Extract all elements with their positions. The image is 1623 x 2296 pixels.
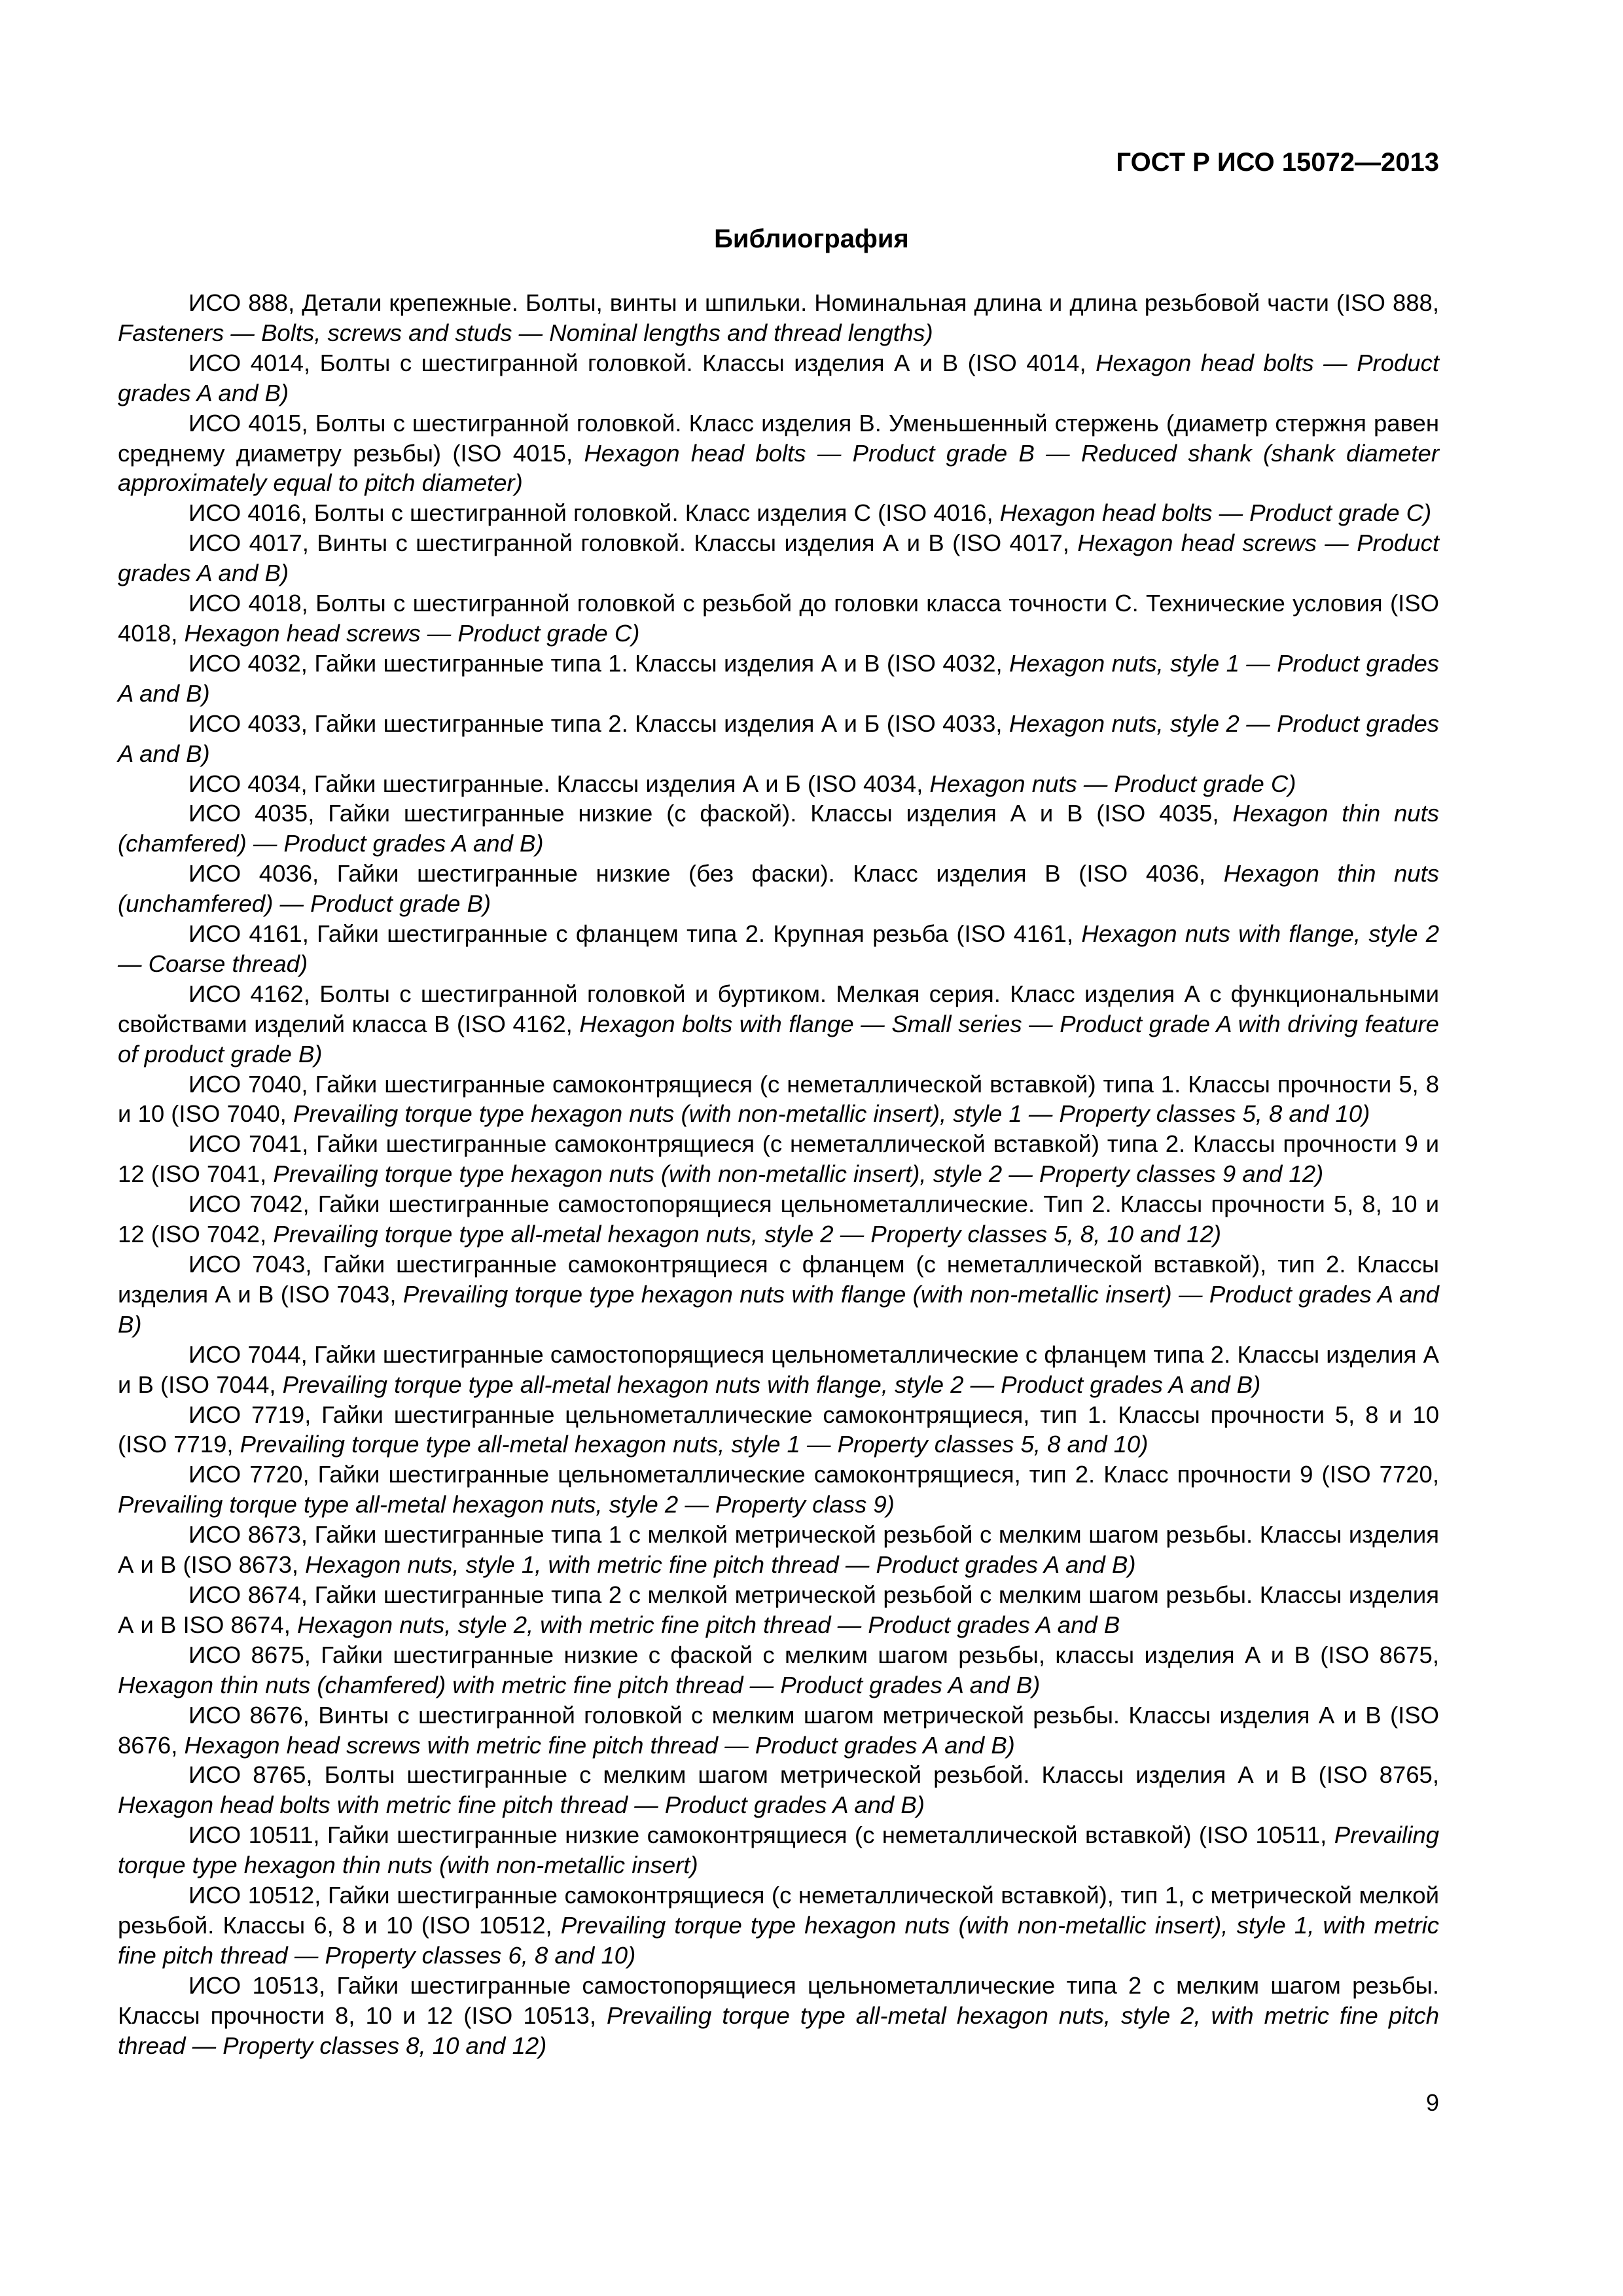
reference-english-title: Hexagon nuts — Product grade C) [929,770,1296,797]
reference-russian-text: ИСО 7043, Гайки шестигранные самоконтрящиеся с фланцем (с неметаллической вставкой), тип 2. Классы изделия А и В (ISO 7043, [118,1251,1439,1308]
reference-entry [118,798,1439,859]
reference-russian-text: ИСО 8765, Болты шестигранные с мелким шагом метрической резьбой. Классы изделия А и В (ISO 8765, [188,1761,1439,1789]
reference-english-title: Hexagon head screws with metric fine pitch thread — Product grades A and B) [184,1731,1015,1759]
reference-english-title: Hexagon head screws — Product grades A and B) [118,529,1439,587]
reference-russian-text: ИСО 10511, Гайки шестигранные низкие самоконтрящиеся (с неметаллической вставкой) (ISO 10511, [188,1821,1334,1849]
reference-entry [118,1640,1439,1700]
reference-russian-text: ИСО 10512, Гайки шестигранные самоконтрящиеся (с неметаллической вставкой), тип 1, с метрической мелкой резьбой. Классы 6, 8 и 10 (ISO 10512, [118,1882,1439,1939]
reference-entry [118,528,1439,588]
reference-russian-text: ИСО 4161, Гайки шестигранные с фланцем типа 2. Крупная резьба (ISO 4161, [188,920,1082,948]
reference-russian-text: ИСО 4032, Гайки шестигранные типа 1. Классы изделия А и В (ISO 4032, [188,649,1010,677]
reference-entry [118,1820,1439,1880]
reference-english-title: Hexagon nuts, style 1 — Product grades A and B) [118,649,1439,707]
reference-english-title: Hexagon head bolts with metric fine pitch thread — Product grades A and B) [118,1791,925,1819]
reference-russian-text: ИСО 7719, Гайки шестигранные цельнометаллические самоконтрящиеся, тип 1. Классы прочности 5, 8 и 10 (ISO 7719, [118,1401,1439,1458]
reference-entry [118,408,1439,499]
reference-english-title: Prevailing torque type hexagon thin nuts (with non-metallic insert) [118,1821,1439,1879]
reference-entry [118,348,1439,408]
reference-entry [118,1880,1439,1971]
reference-entry [118,1760,1439,1820]
reference-english-title: Hexagon thin nuts (chamfered) with metric fine pitch thread — Product grades A and B) [118,1671,1041,1698]
reference-english-title: Hexagon head bolts — Product grade C) [999,499,1432,527]
reference-english-title: Hexagon nuts, style 2 — Product grades A and B) [118,709,1439,767]
reference-entry [118,1700,1439,1761]
reference-english-title: Hexagon thin nuts (unchamfered) — Product grade B) [118,860,1439,918]
reference-entry [118,1189,1439,1249]
reference-english-title: Prevailing torque type hexagon nuts with flange (with non-metallic insert) — Product grades A and B) [118,1280,1439,1338]
reference-russian-text: ИСО 4014, Болты с шестигранной головкой. Классы изделия А и В (ISO 4014, [188,349,1096,376]
reference-english-title: Prevailing torque type all-metal hexagon nuts, style 1 — Property classes 5, 8 and 10) [240,1431,1149,1458]
reference-entry [118,1580,1439,1640]
page-number: 9 [1425,2089,1439,2116]
reference-english-title: Hexagon nuts, style 2, with metric fine pitch thread — Product grades A and B [297,1611,1120,1638]
reference-entry [118,1400,1439,1460]
reference-entry [118,498,1439,528]
reference-english-title: Hexagon nuts, style 1, with metric fine pitch thread — Product grades A and B) [305,1551,1136,1579]
document-code: ГОСТ Р ИСО 15072—2013 [1116,148,1439,177]
reference-russian-text: ИСО 8676, Винты с шестигранной головкой с мелким шагом метрической резьбы. Классы изделия А и В (ISO 8676, [118,1701,1439,1759]
reference-english-title: Prevailing torque type all-metal hexagon nuts, style 2 — Property class 9) [118,1491,895,1518]
reference-russian-text: ИСО 888, Детали крепежные. Болты, винты и шпильки. Номинальная длина и длина резьбовой части (ISO 888, [188,289,1439,316]
reference-english-title: Prevailing torque type hexagon nuts (with non-metallic insert), style 2 — Property classes 9 and 12) [273,1160,1324,1188]
reference-russian-text: ИСО 4036, Гайки шестигранные низкие (без фаски). Класс изделия В (ISO 4036, [188,860,1224,888]
reference-entry [118,1249,1439,1340]
reference-russian-text: ИСО 4033, Гайки шестигранные типа 2. Классы изделия А и Б (ISO 4033, [188,709,1009,737]
reference-russian-text: ИСО 7044, Гайки шестигранные самостопорящиеся цельнометаллические с фланцем типа 2. Классы изделия А и В (ISO 7044, [118,1340,1439,1398]
reference-entry [118,1129,1439,1189]
reference-russian-text: ИСО 4015, Болты с шестигранной головкой. Класс изделия В. Уменьшенный стержень (диаметр стержня равен среднему диаметру резьбы) (ISO 4015, [118,409,1439,467]
reference-russian-text: ИСО 7042, Гайки шестигранные самостопорящиеся цельнометаллические. Тип 2. Классы прочности 5, 8, 10 и 12 (ISO 7042, [118,1191,1439,1248]
reference-entry [118,1460,1439,1520]
reference-russian-text: ИСО 4035, Гайки шестигранные низкие (с фаской). Классы изделия А и В (ISO 4035, [188,800,1233,827]
reference-entry [118,1069,1439,1130]
reference-entry [118,1971,1439,2061]
bibliography-title: Библиография [714,224,909,253]
reference-russian-text: ИСО 4016, Болты с шестигранной головкой. Класс изделия С (ISO 4016, [188,499,1000,527]
reference-english-title: Prevailing torque type hexagon nuts (with non-metallic insert), style 1, with metric fine pitch thread — Property classes 6, 8 and 10) [118,1911,1440,1969]
reference-russian-text: ИСО 10513, Гайки шестигранные самостопорящиеся цельнометаллические типа 2 с мелким шагом резьбы. Классы прочности 8, 10 и 12 (ISO 10513, [118,1971,1439,2029]
reference-english-title: Fasteners — Bolts, screws and studs — Nominal lengths and thread lengths) [118,319,933,346]
reference-entry [118,288,1439,348]
reference-english-title: Hexagon head bolts — Product grade B — Reduced shank (shank diameter approximately equal to pitch diameter) [118,439,1439,497]
reference-russian-text: ИСО 4017, Винты с шестигранной головкой. Классы изделия А и В (ISO 4017, [188,529,1078,557]
reference-russian-text: ИСО 8673, Гайки шестигранные типа 1 с мелкой метрической резьбой с мелким шагом резьбы. Классы изделия А и В (ISO 8673, [118,1521,1439,1579]
reference-russian-text: ИСО 8674, Гайки шестигранные типа 2 с мелкой метрической резьбой с мелким шагом резьбы. Классы изделия А и В ISO 8674, [118,1581,1439,1638]
reference-english-title: Prevailing torque type all-metal hexagon nuts with flange, style 2 — Product grades A and B) [282,1371,1261,1398]
reference-entry [118,859,1439,919]
reference-entry [118,1340,1439,1400]
reference-english-title: Prevailing torque type hexagon nuts (with non-metallic insert), style 1 — Property classes 5, 8 and 10) [293,1100,1370,1128]
reference-russian-text: ИСО 4162, Болты с шестигранной головкой и буртиком. Мелкая серия. Класс изделия А с функциональными свойствами изделий класса В (ISO 4162, [118,980,1439,1037]
reference-english-title: Hexagon bolts with flange — Small series — Product grade A with driving feature of product grade B) [118,1010,1439,1067]
reference-english-title: Hexagon thin nuts (chamfered) — Product grades A and B) [118,800,1439,857]
reference-list [118,288,1439,2060]
reference-entry [118,1520,1439,1580]
reference-russian-text: ИСО 8675, Гайки шестигранные низкие с фаской с мелким шагом резьбы, классы изделия А и В (ISO 8675, [188,1641,1439,1668]
reference-russian-text: ИСО 7040, Гайки шестигранные самоконтрящиеся (с неметаллической вставкой) типа 1. Классы прочности 5, 8 и 10 (ISO 7040, [118,1070,1439,1128]
reference-russian-text: ИСО 4018, Болты с шестигранной головкой с резьбой до головки класса точности С. Технические условия (ISO 4018, [118,590,1439,647]
reference-entry [118,649,1439,709]
reference-english-title: Hexagon head bolts — Product grades A and B) [118,349,1439,406]
reference-entry [118,919,1439,979]
reference-english-title: Prevailing torque type all-metal hexagon nuts, style 2, with metric fine pitch thread — Property classes 8, 10 and 12) [118,2001,1439,2059]
reference-russian-text: ИСО 4034, Гайки шестигранные. Классы изделия А и Б (ISO 4034, [188,770,930,797]
reference-entry [118,709,1439,769]
reference-entry [118,979,1439,1069]
reference-russian-text: ИСО 7041, Гайки шестигранные самоконтрящиеся (с неметаллической вставкой) типа 2. Классы прочности 9 и 12 (ISO 7041, [118,1130,1439,1188]
reference-entry [118,588,1439,649]
reference-english-title: Prevailing torque type all-metal hexagon nuts, style 2 — Property classes 5, 8, 10 and 12) [273,1221,1222,1248]
reference-russian-text: ИСО 7720, Гайки шестигранные цельнометаллические самоконтрящиеся, тип 2. Класс прочности 9 (ISO 7720, [188,1461,1439,1488]
reference-entry [118,769,1439,799]
reference-english-title: Hexagon nuts with flange, style 2 — Coarse thread) [118,920,1439,977]
reference-english-title: Hexagon head screws — Product grade C) [184,619,640,647]
